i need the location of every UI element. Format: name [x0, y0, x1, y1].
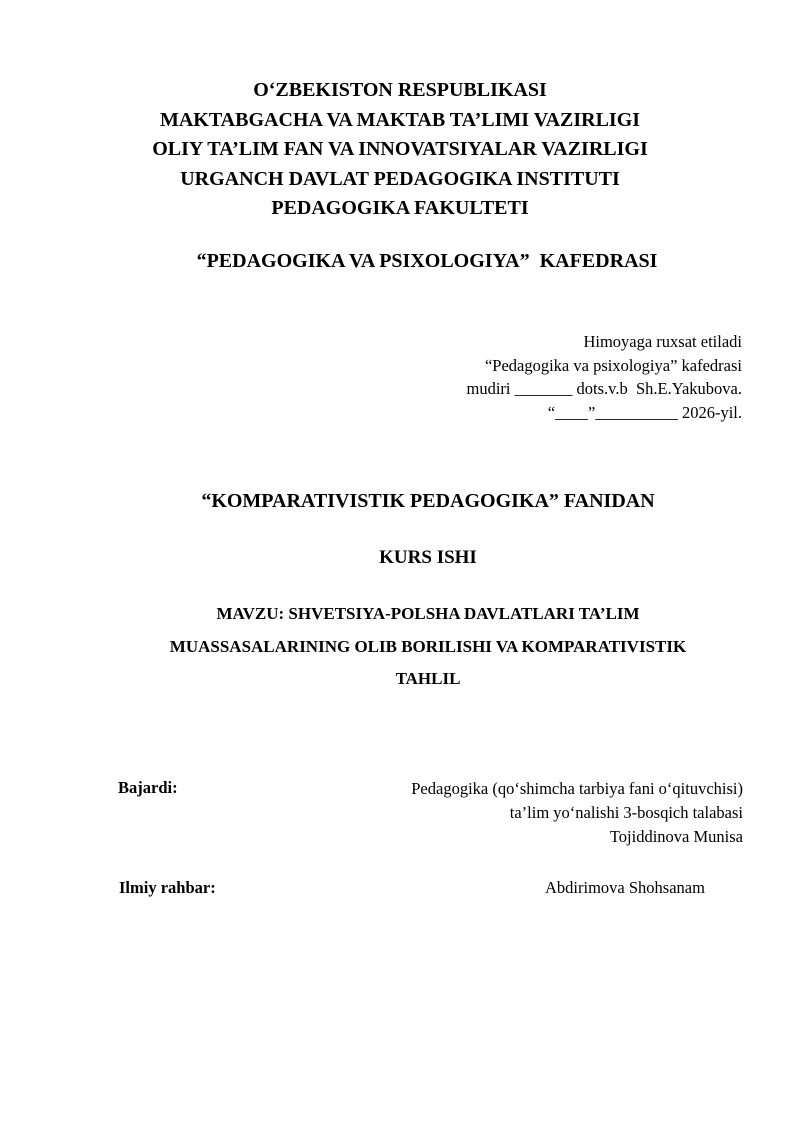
- topic-line: MUASSASALARINING OLIB BORILISHI VA KOMPARATIVISTIK: [169, 636, 687, 656]
- approval-department: “Pedagogika va psixologiya” kafedrasi: [484, 355, 742, 375]
- performer-name: Tojiddinova Munisa: [609, 827, 743, 846]
- header-country: O‘ZBEKISTON RESPUBLIKASI: [253, 79, 547, 101]
- approval-date: “____”__________ 2026-yil.: [547, 402, 742, 422]
- header-institute: URGANCH DAVLAT PEDAGOGIKA INSTITUTI: [180, 167, 620, 190]
- header-ministry-preschool: MAKTABGACHA VA MAKTAB TA’LIMI VAZIRLIGI: [159, 108, 641, 131]
- approval-permission: Himoyaga ruxsat etiladi: [583, 332, 742, 351]
- performer-info: [411, 777, 743, 849]
- work-type: KURS ISHI: [379, 547, 477, 568]
- performer-label: Bajardi:: [118, 778, 178, 797]
- course-subject: “KOMPARATIVISTIK PEDAGOGIKA” FANIDAN: [201, 490, 655, 512]
- department-title: “PEDAGOGIKA VA PSIXOLOGIYA” KAFEDRASI: [196, 250, 658, 272]
- approval-head-signature: mudiri _______ dots.v.b Sh.E.Yakubova.: [466, 379, 742, 398]
- supervisor-label: Ilmiy rahbar:: [119, 878, 216, 897]
- topic-line: TAHLIL: [395, 669, 461, 688]
- performer-program: Pedagogika (qo‘shimcha tarbiya fani o‘qituvchisi): [411, 779, 743, 798]
- defense-approval-block: [467, 330, 742, 424]
- topic-title: [0, 598, 800, 696]
- header-faculty: PEDAGOGIKA FAKULTETI: [271, 197, 529, 219]
- institution-header: [0, 76, 800, 224]
- performer-course-level: ta’lim yo‘nalishi 3-bosqich talabasi: [509, 803, 743, 822]
- header-ministry-higher-ed: OLIY TA’LIM FAN VA INNOVATSIYALAR VAZIRLIGI: [152, 138, 648, 160]
- topic-line: MAVZU: SHVETSIYA-POLSHA DAVLATLARI TA’LIM: [216, 604, 640, 623]
- supervisor-name: Abdirimova Shohsanam: [545, 878, 705, 897]
